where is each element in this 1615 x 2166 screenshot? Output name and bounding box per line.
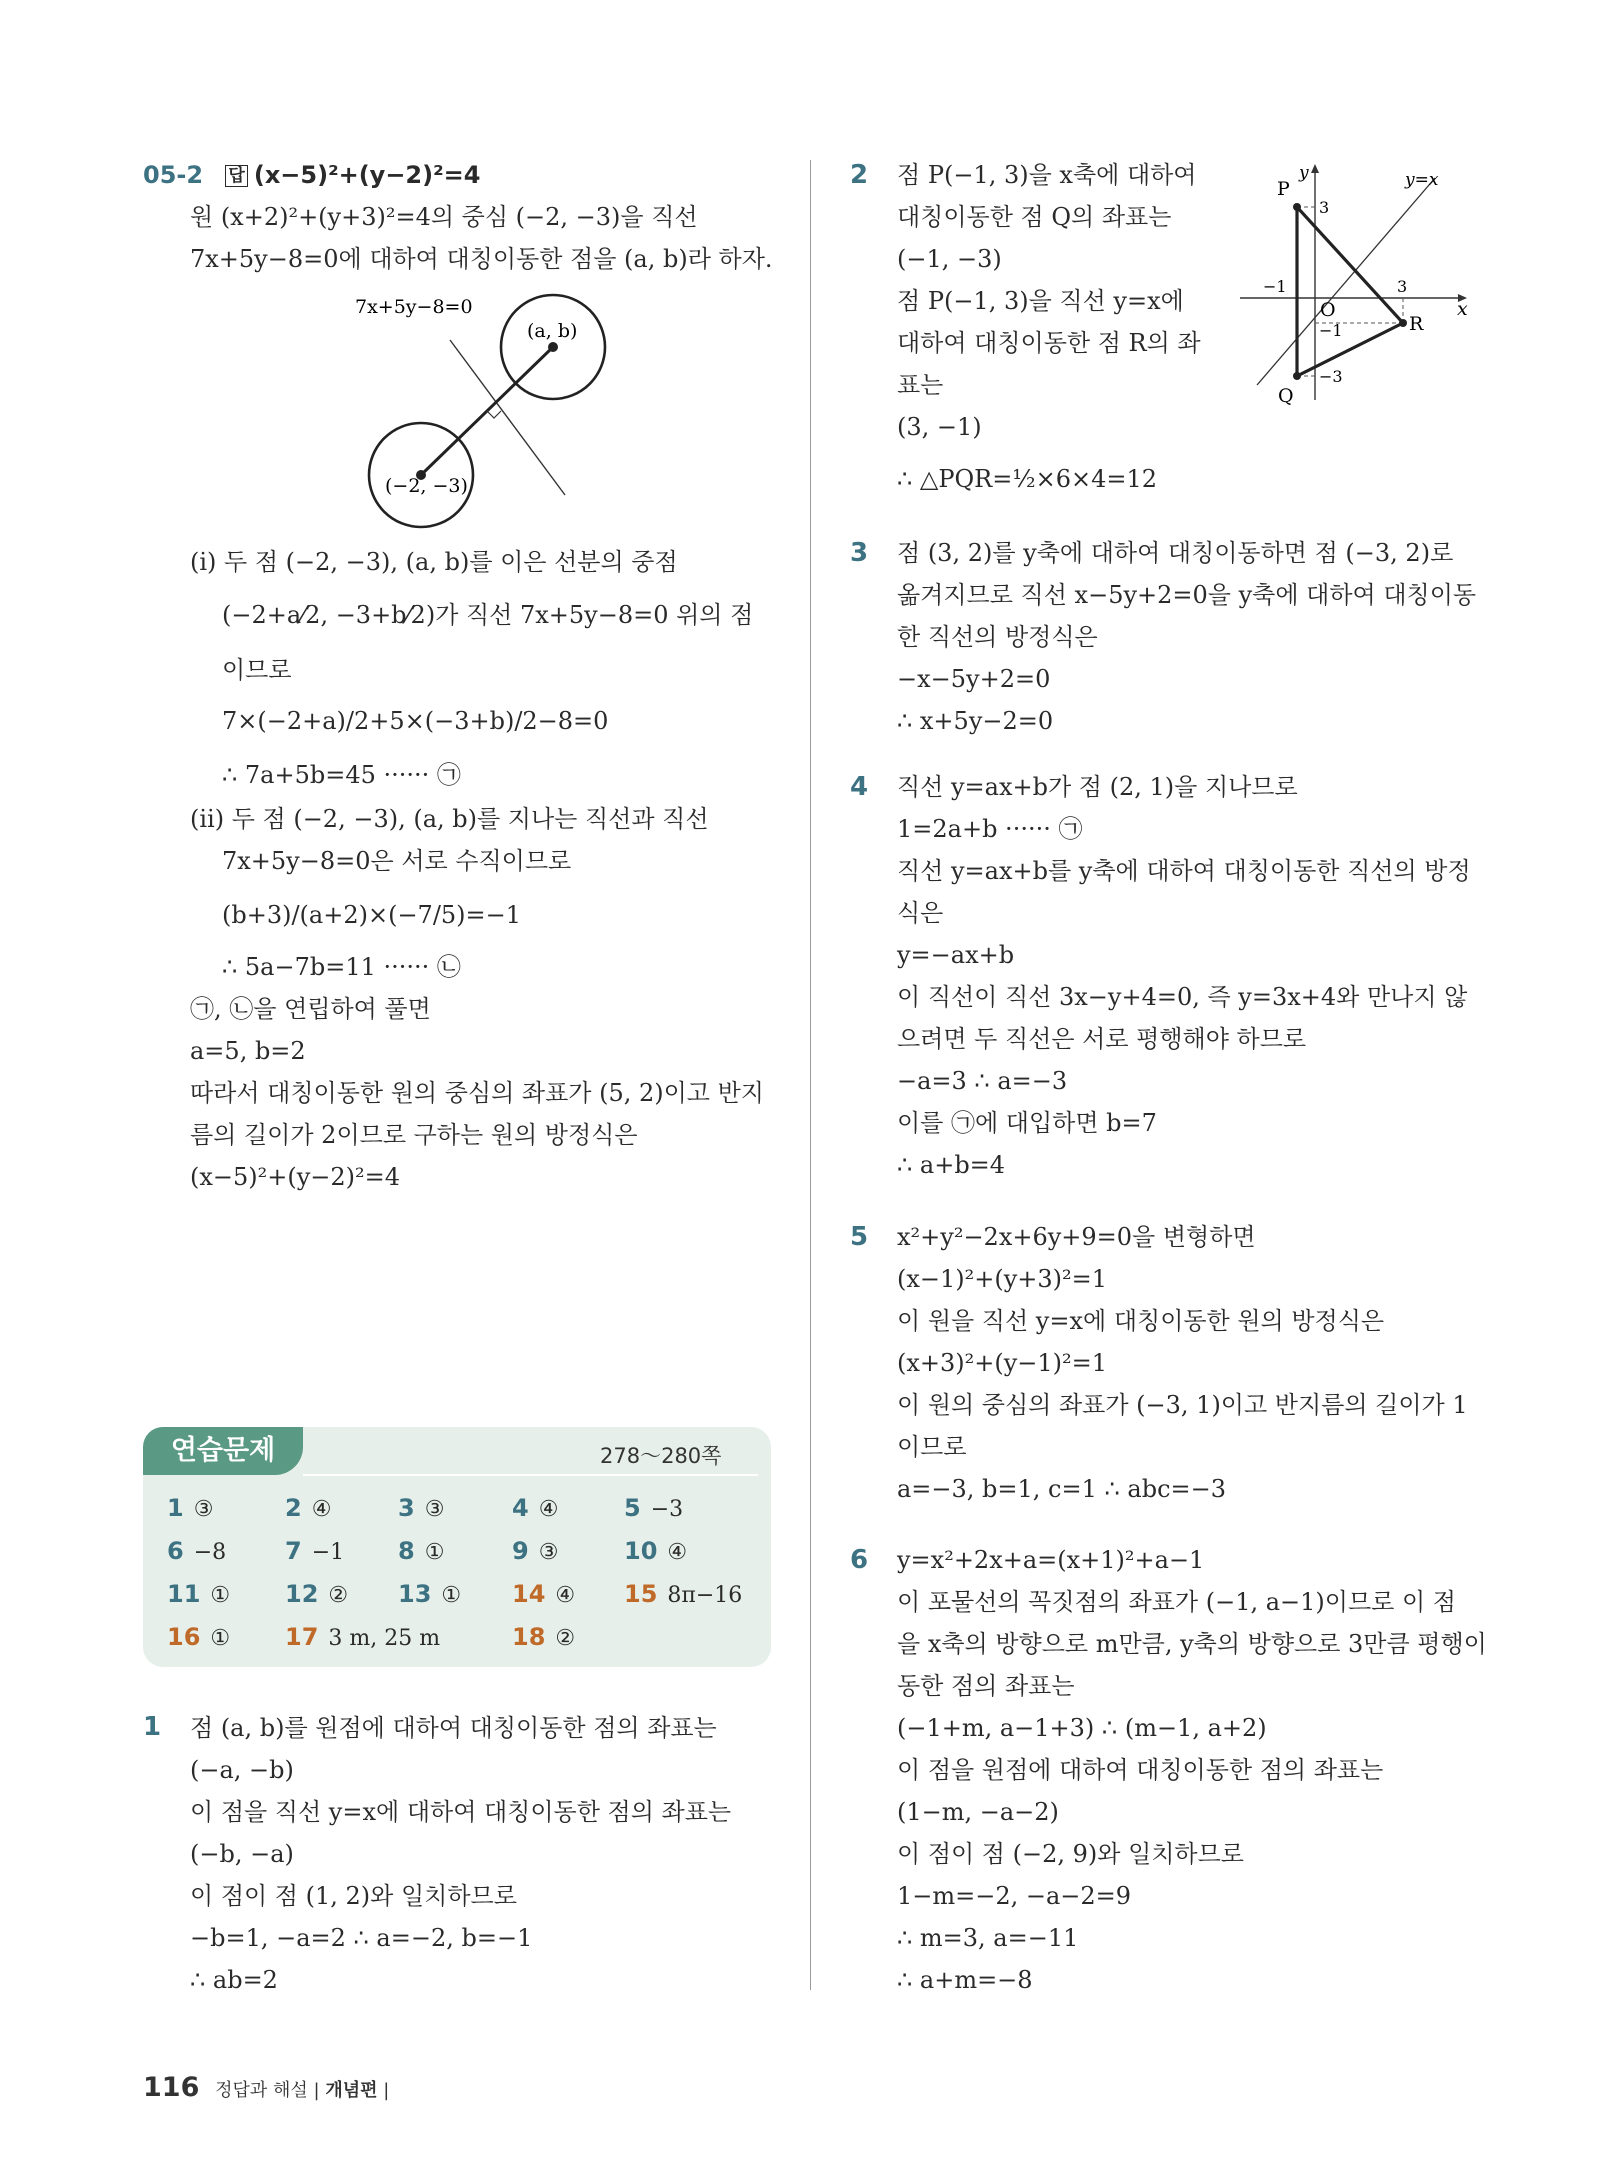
step-line: 7×(−2+a)/2+5×(−3+b)/2−8=0 [222, 707, 609, 735]
answer-item: 11 ① [167, 1580, 231, 1608]
point-q [1293, 372, 1301, 380]
text-line: ∴ a+m=−8 [897, 1966, 1033, 1994]
text-line: −a=3 ∴ a=−3 [897, 1067, 1068, 1095]
answer-item: 13 ① [398, 1580, 462, 1608]
separator: | [383, 2080, 390, 2101]
book-title: 정답과 해설 [215, 2080, 308, 2101]
answer-item: 17 3 m, 25 m [285, 1623, 441, 1651]
text-line: −b=1, −a=2 ∴ a=−2, b=−1 [190, 1924, 533, 1952]
text-line: y=x²+2x+a=(x+1)²+a−1 [897, 1546, 1205, 1574]
step-line: 이므로 [222, 656, 292, 684]
step-line: 따라서 대칭이동한 원의 중심의 좌표가 (5, 2)이고 반지 [190, 1079, 764, 1107]
solution-number: 6 [850, 1545, 869, 1575]
answer-item: 18 ② [512, 1623, 576, 1651]
tick-x-3: 3 [1397, 277, 1408, 296]
text-line: 이 직선이 직선 3x−y+4=0, 즉 y=3x+4와 만나지 않 [897, 983, 1468, 1011]
answer-item: 1 ③ [167, 1494, 214, 1522]
text-line: (−1+m, a−1+3) ∴ (m−1, a+2) [897, 1714, 1267, 1742]
text-line: 으려면 두 직선은 서로 평행해야 하므로 [897, 1025, 1307, 1053]
line-7x5y [450, 340, 565, 495]
step-line: (b+3)/(a+2)×(−7/5)=−1 [222, 901, 522, 929]
answer-item: 9 ③ [512, 1537, 559, 1565]
tick-minus-3: −3 [1319, 367, 1343, 386]
step-line: ㉠, ㉡을 연립하여 풀면 [190, 995, 431, 1023]
answer-item: 7 −1 [285, 1537, 345, 1565]
text-line: 이 점을 원점에 대하여 대칭이동한 점의 좌표는 [897, 1756, 1384, 1784]
text-line: ∴ x+5y−2=0 [897, 707, 1054, 735]
text-line: 을 x축의 방향으로 m만큼, y축의 방향으로 3만큼 평행이 [897, 1630, 1487, 1658]
text-line: 직선 y=ax+b를 y축에 대하여 대칭이동한 직선의 방정 [897, 857, 1471, 885]
text-line: y=−ax+b [897, 941, 1015, 969]
text-line: 동한 점의 좌표는 [897, 1672, 1075, 1700]
reflection-circles-figure [355, 290, 625, 540]
answer-item: 15 8π−16 [624, 1580, 743, 1608]
text-line: 7x+5y−8=0에 대하여 대칭이동한 점을 (a, b)라 하자. [190, 245, 773, 273]
divider [303, 1474, 758, 1476]
text-line: 식은 [897, 899, 944, 927]
problem-header [143, 160, 480, 190]
text-line: 이므로 [897, 1433, 967, 1461]
answer-item: 8 ① [398, 1537, 445, 1565]
solution-number: 2 [850, 160, 869, 190]
text-line: a=−3, b=1, c=1 ∴ abc=−3 [897, 1475, 1227, 1503]
text-line: ∴ m=3, a=−11 [897, 1924, 1079, 1952]
triangle-pqr-figure [1235, 160, 1475, 410]
text-line: 1=2a+b ······ ㉠ [897, 815, 1083, 843]
text-line: x²+y²−2x+6y+9=0을 변형하면 [897, 1223, 1256, 1251]
step-line: 름의 길이가 2이므로 구하는 원의 방정식은 [190, 1121, 638, 1149]
text-line: (1−m, −a−2) [897, 1798, 1059, 1826]
text-line: 점 (3, 2)를 y축에 대하여 대칭이동하면 점 (−3, 2)로 [897, 539, 1454, 567]
section-name: 개념편 [325, 2080, 378, 2101]
tick-minus-1: −1 [1319, 321, 1343, 340]
step-line: ∴ 7a+5b=45 ······ ㉠ [222, 761, 461, 789]
text-line: (3, −1) [897, 413, 982, 441]
text-line: (x+3)²+(y−1)²=1 [897, 1349, 1108, 1377]
text-line: 원 (x+2)²+(y+3)²=4의 중심 (−2, −3)을 직선 [190, 203, 698, 231]
text-line: 이 점이 점 (−2, 9)와 일치하므로 [897, 1840, 1244, 1868]
text-line: 옮겨지므로 직선 x−5y+2=0을 y축에 대하여 대칭이동 [897, 581, 1477, 609]
tick-x-minus-1: −1 [1263, 277, 1287, 296]
separator: | [313, 2080, 320, 2101]
step-line: (x−5)²+(y−2)²=4 [190, 1163, 401, 1191]
text-line: 점 (a, b)를 원점에 대하여 대칭이동한 점의 좌표는 [190, 1714, 717, 1742]
label-r: R [1409, 313, 1424, 335]
answer-item: 16 ① [167, 1623, 231, 1651]
step-line: 7x+5y−8=0은 서로 수직이므로 [222, 847, 572, 875]
text-line: 이를 ㉠에 대입하면 b=7 [897, 1109, 1157, 1137]
text-line: 이 점이 점 (1, 2)와 일치하므로 [190, 1882, 517, 1910]
center-label: (−2, −3) [385, 475, 468, 497]
solution-number: 3 [850, 538, 869, 568]
text-line: 이 원을 직선 y=x에 대칭이동한 원의 방정식은 [897, 1307, 1385, 1335]
answer-item: 6 −8 [167, 1537, 227, 1565]
answer-item: 12 ② [285, 1580, 349, 1608]
label-y: y [1299, 163, 1309, 183]
text-line: 대하여 대칭이동한 점 R의 좌 [897, 329, 1201, 357]
step-line: (ⅰ) 두 점 (−2, −3), (a, b)를 이은 선분의 중점 [190, 548, 678, 576]
answer-mark: 답 [225, 165, 247, 187]
problem-number: 05-2 [143, 161, 204, 189]
text-line: (−a, −b) [190, 1756, 294, 1784]
text-line: 대칭이동한 점 Q의 좌표는 [897, 203, 1172, 231]
text-line: 표는 [897, 371, 944, 399]
answer-item: 14 ④ [512, 1580, 576, 1608]
practice-title: 연습문제 [143, 1427, 303, 1475]
answer-item: 5 −3 [624, 1494, 684, 1522]
point-r [1399, 319, 1407, 327]
text-line: 이 포물선의 꼭짓점의 좌표가 (−1, a−1)이므로 이 점 [897, 1588, 1456, 1616]
label-y-equals-x: y=x [1405, 170, 1439, 190]
text-line: ∴ ab=2 [190, 1966, 278, 1994]
page-footer [143, 2072, 389, 2103]
text-line: (x−1)²+(y+3)²=1 [897, 1265, 1108, 1293]
step-line: (ⅱ) 두 점 (−2, −3), (a, b)를 지나는 직선과 직선 [190, 805, 709, 833]
label-x: x [1457, 298, 1468, 320]
text-line: 한 직선의 방정식은 [897, 623, 1098, 651]
label-origin: O [1320, 299, 1336, 321]
page-number: 116 [143, 2072, 200, 2103]
answer-item: 4 ④ [512, 1494, 559, 1522]
text-line: 직선 y=ax+b가 점 (2, 1)을 지나므로 [897, 773, 1298, 801]
solution-number: 5 [850, 1222, 869, 1252]
solution-number: 4 [850, 772, 869, 802]
text-line: 이 원의 중심의 좌표가 (−3, 1)이고 반지름의 길이가 1 [897, 1391, 1468, 1419]
point-p [1293, 203, 1301, 211]
line-label: 7x+5y−8=0 [355, 296, 473, 318]
answer-item: 3 ③ [398, 1494, 445, 1522]
point-ab-label: (a, b) [527, 320, 578, 342]
answer-item: 10 ④ [624, 1537, 688, 1565]
text-line: 점 P(−1, 3)을 x축에 대하여 [897, 161, 1197, 189]
problem-answer: (x−5)²+(y−2)²=4 [253, 161, 481, 189]
label-p: P [1277, 178, 1290, 200]
label-q: Q [1278, 385, 1294, 407]
step-line: (−2+a⁄2, −3+b⁄2)가 직선 7x+5y−8=0 위의 점 [222, 601, 754, 629]
solution-number: 1 [143, 1712, 162, 1742]
point-ab [548, 342, 558, 352]
text-line: 이 점을 직선 y=x에 대하여 대칭이동한 점의 좌표는 [190, 1798, 732, 1826]
column-divider [810, 160, 811, 1990]
right-angle-mark [487, 411, 501, 418]
text-line: −x−5y+2=0 [897, 665, 1051, 693]
step-line: ∴ 5a−7b=11 ······ ㉡ [222, 953, 461, 981]
text-line: (−1, −3) [897, 245, 1002, 273]
text-line: 점 P(−1, 3)을 직선 y=x에 [897, 287, 1184, 315]
text-line: 1−m=−2, −a−2=9 [897, 1882, 1132, 1910]
text-line: (−b, −a) [190, 1840, 294, 1868]
triangle-pqr [1297, 207, 1403, 376]
step-line: a=5, b=2 [190, 1037, 306, 1065]
text-line: ∴ △PQR=½×6×4=12 [897, 465, 1158, 493]
answer-item: 2 ④ [285, 1494, 332, 1522]
practice-pages: 278～280쪽 [600, 1444, 722, 1468]
text-line: ∴ a+b=4 [897, 1151, 1006, 1179]
y-axis-arrow [1311, 164, 1319, 173]
tick-3: 3 [1319, 198, 1330, 217]
